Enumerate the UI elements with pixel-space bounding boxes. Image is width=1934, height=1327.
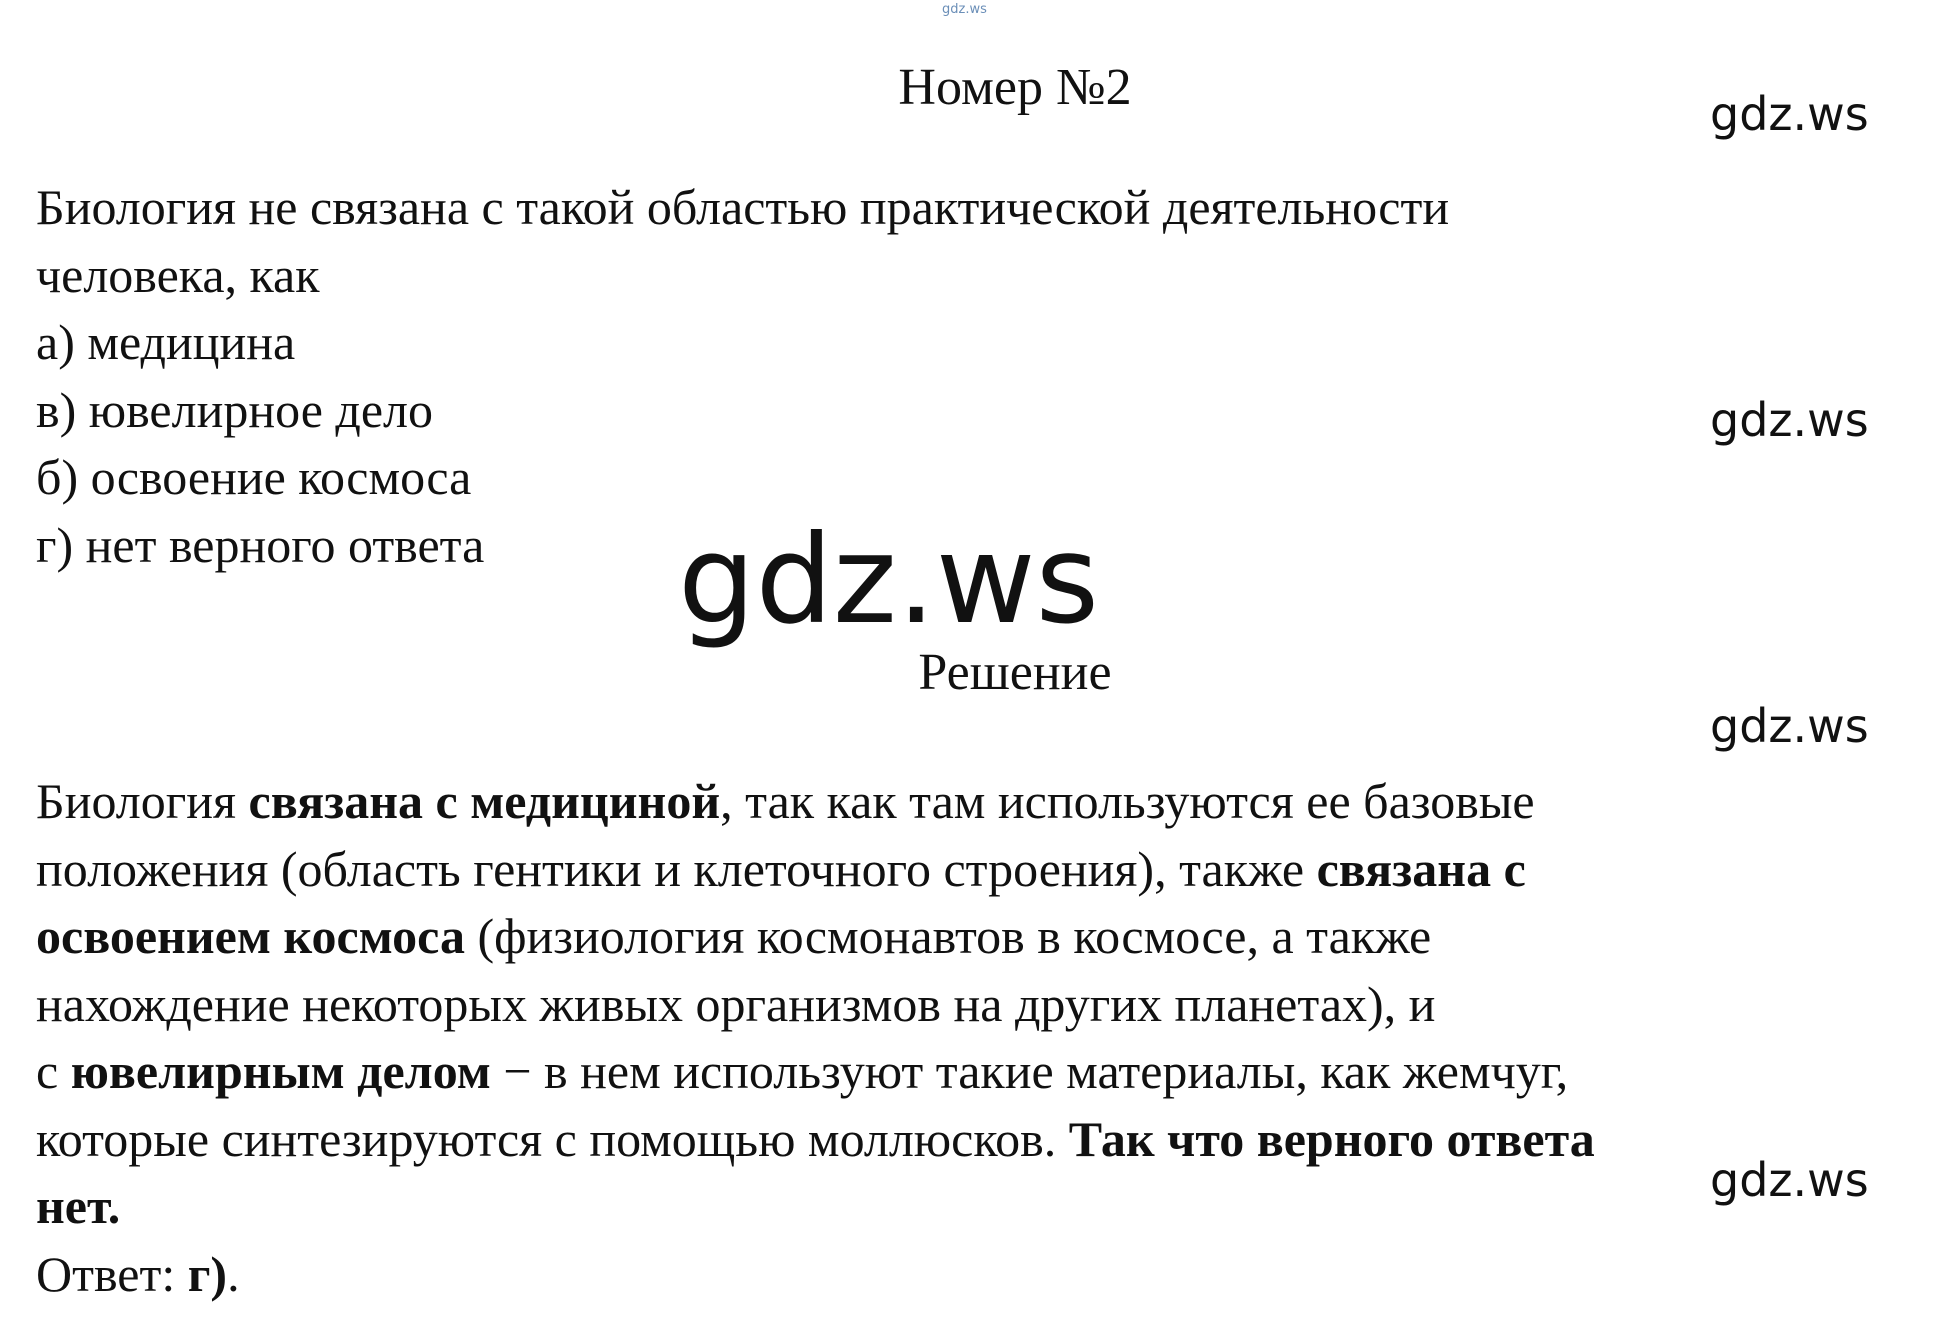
watermark-side-1: gdz.ws [1710, 87, 1869, 141]
solution-line-7: нет. [36, 1178, 121, 1234]
watermark-tiny: gdz.ws [942, 2, 987, 17]
solution-line-2: положения (область гентики и клеточного строения), также связана с [36, 840, 1526, 897]
watermark-side-2: gdz.ws [1710, 393, 1869, 447]
watermark-big: gdz.ws [678, 509, 1100, 651]
question-line-2: человека, как [36, 246, 320, 303]
solution-heading: Решение [918, 644, 1112, 701]
solution-line-5: с ювелирным делом − в нем используют такие материалы, как жемчуг, [36, 1043, 1569, 1099]
solution-line-1: Биология связана с медициной, так как там используются ее базовые [36, 773, 1535, 829]
answer-line: Ответ: г). [36, 1245, 240, 1302]
option-g: г) нет верного ответа [36, 516, 485, 573]
solution-line-4: нахождение некоторых живых организмов на других планетах), и [36, 975, 1436, 1032]
page-title: Номер №2 [898, 59, 1132, 116]
solution-line-6: которые синтезируются с помощью моллюсков. Так что верного ответа [36, 1110, 1595, 1167]
watermark-side-3: gdz.ws [1710, 699, 1869, 753]
question-line-1: Биология не связана с такой областью практической деятельности [36, 179, 1450, 235]
option-v: в) ювелирное дело [36, 381, 433, 438]
solution-block [36, 768, 1926, 1308]
option-a: а) медицина [36, 314, 296, 370]
option-b: б) освоение космоса [36, 449, 472, 505]
answer-value: г) [187, 1245, 228, 1302]
watermark-side-4: gdz.ws [1710, 1153, 1869, 1207]
solution-line-3: освоением космоса (физиология космонавтов в космосе, а также [36, 908, 1432, 964]
